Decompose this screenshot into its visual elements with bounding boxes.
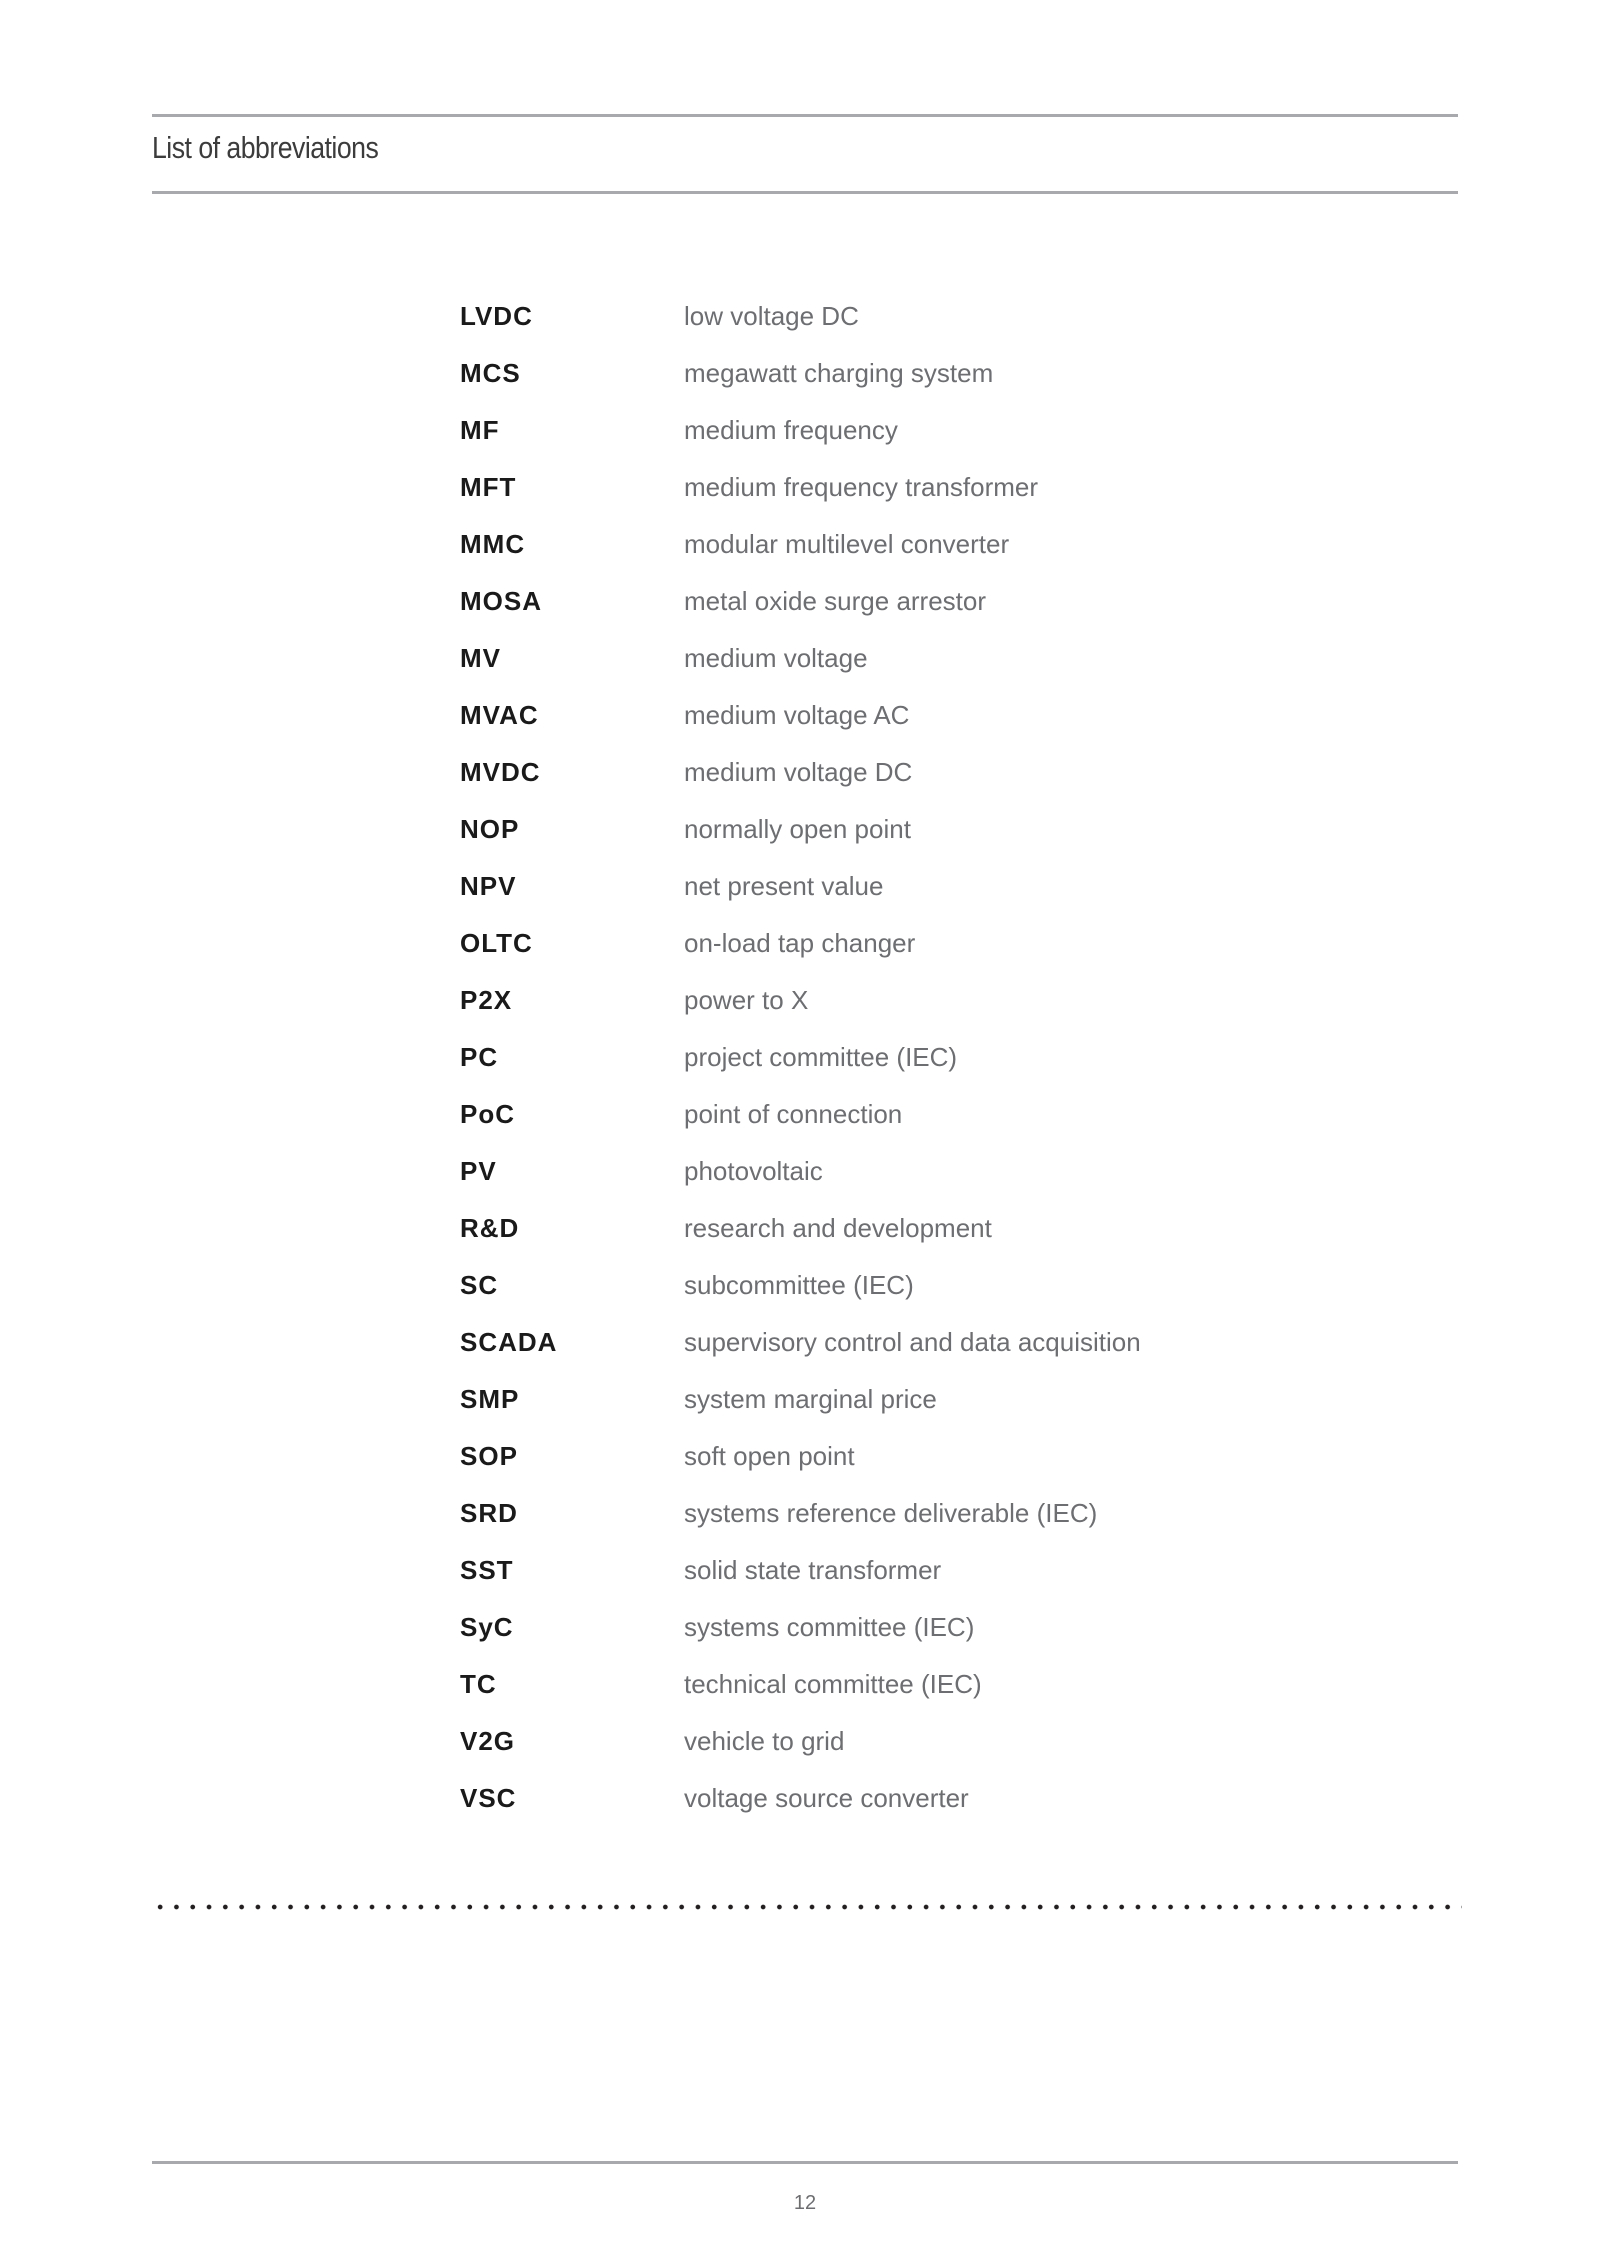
- page-number: 12: [793, 2192, 817, 2214]
- abbreviation-term: V2G: [460, 1726, 516, 1756]
- abbreviation-definition: medium voltage: [684, 643, 868, 673]
- abbreviation-term: MF: [460, 415, 500, 445]
- abbreviation-term: SMP: [460, 1384, 520, 1414]
- abbreviation-term: OLTC: [460, 928, 533, 958]
- abbreviation-term: NOP: [460, 814, 520, 844]
- abbreviation-definition: supervisory control and data acquisition: [684, 1327, 1141, 1357]
- abbreviation-term: SC: [460, 1270, 499, 1300]
- abbreviation-definition: vehicle to grid: [684, 1726, 845, 1756]
- header-top-rule: [152, 114, 1458, 117]
- abbreviation-term: MV: [460, 643, 501, 673]
- abbreviation-definition: megawatt charging system: [684, 358, 994, 388]
- abbreviation-definition: medium frequency transformer: [684, 472, 1039, 502]
- abbreviation-definition: on-load tap changer: [684, 928, 916, 958]
- footer-rule: [152, 2161, 1458, 2164]
- abbreviation-definition: soft open point: [684, 1441, 855, 1471]
- abbreviation-definition: modular multilevel converter: [684, 529, 1010, 559]
- abbreviation-term: TC: [460, 1669, 497, 1699]
- abbreviation-definition: normally open point: [684, 814, 911, 844]
- abbreviation-definition: medium voltage AC: [684, 700, 910, 730]
- dotted-divider: [152, 1903, 1462, 1911]
- abbreviation-definition: photovoltaic: [684, 1156, 823, 1186]
- section-title: List of abbreviations: [152, 130, 379, 165]
- abbreviation-term: PV: [460, 1156, 497, 1186]
- abbreviation-term: SyC: [460, 1612, 514, 1642]
- abbreviation-definition: subcommittee (IEC): [684, 1270, 914, 1300]
- abbreviation-definition: power to X: [684, 985, 809, 1015]
- abbreviation-term: PC: [460, 1042, 499, 1072]
- abbreviation-definition: net present value: [684, 871, 884, 901]
- abbreviation-term: SRD: [460, 1498, 518, 1528]
- abbreviation-term: MVAC: [460, 700, 539, 730]
- abbreviation-definition: systems reference deliverable (IEC): [684, 1498, 1098, 1528]
- abbreviation-definition: medium frequency: [684, 415, 898, 445]
- abbreviation-definition: systems committee (IEC): [684, 1612, 975, 1642]
- abbreviation-definition: system marginal price: [684, 1384, 937, 1414]
- abbreviation-definition: point of connection: [684, 1099, 903, 1129]
- abbreviation-term: R&D: [460, 1213, 520, 1243]
- abbreviation-term: NPV: [460, 871, 517, 901]
- abbreviation-term: PoC: [460, 1099, 515, 1129]
- abbreviation-definition: technical committee (IEC): [684, 1669, 982, 1699]
- abbreviation-definition: medium voltage DC: [684, 757, 913, 787]
- abbreviation-definition: solid state transformer: [684, 1555, 942, 1585]
- abbreviation-term: MMC: [460, 529, 526, 559]
- abbreviation-term: P2X: [460, 985, 513, 1015]
- abbreviation-definition: metal oxide surge arrestor: [684, 586, 987, 616]
- abbreviation-term: MOSA: [460, 586, 542, 616]
- abbreviation-term: MCS: [460, 358, 521, 388]
- abbreviation-definition: voltage source converter: [684, 1783, 969, 1813]
- abbreviation-term: MVDC: [460, 757, 541, 787]
- abbreviation-term: SOP: [460, 1441, 518, 1471]
- abbreviation-term: SST: [460, 1555, 514, 1585]
- abbreviation-definition: project committee (IEC): [684, 1042, 958, 1072]
- abbreviation-definition: low voltage DC: [684, 301, 859, 331]
- abbreviation-definition: research and development: [684, 1213, 992, 1243]
- header-bottom-rule: [152, 191, 1458, 194]
- abbreviation-term: SCADA: [460, 1327, 558, 1357]
- abbreviation-term: LVDC: [460, 301, 533, 331]
- abbreviation-term: MFT: [460, 472, 517, 502]
- abbreviation-term: VSC: [460, 1783, 517, 1813]
